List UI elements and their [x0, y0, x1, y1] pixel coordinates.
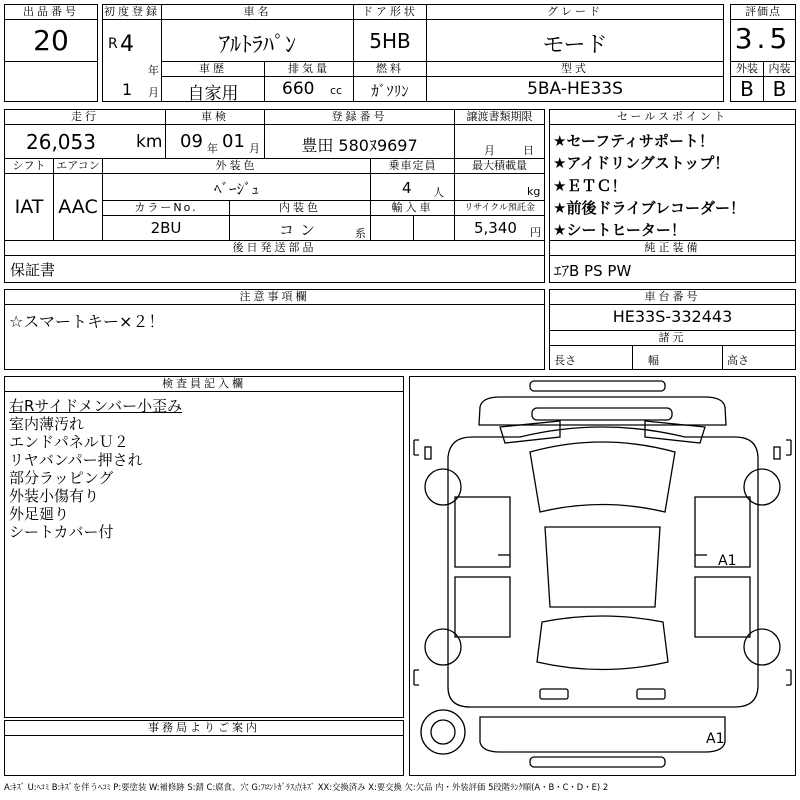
sales-point-item: ★セーフティサポート！: [553, 132, 714, 150]
inspector-item: 右Rサイドメンバー小歪み: [9, 397, 183, 415]
inspector-item: シートカバー付: [9, 523, 114, 541]
inspector-item: 室内薄汚れ: [9, 415, 85, 433]
import-cell-a: [370, 215, 414, 241]
office-cell: [4, 735, 404, 776]
transfer-doc-day-unit: 日: [523, 144, 534, 157]
specs-height-label: 高さ: [727, 354, 749, 367]
displacement-label: 排気量: [264, 61, 354, 77]
registration-value: 豊田 580ﾇ9697: [301, 136, 418, 155]
inspection-year-unit: 年: [207, 142, 218, 155]
model-value: 5BA-HE33S: [527, 79, 623, 99]
interior-grade-label: 内装: [763, 61, 796, 77]
int-color-value: コン: [278, 221, 321, 239]
score-label: 評価点: [730, 4, 796, 20]
first-reg-year-unit: 年: [148, 64, 159, 77]
capacity-unit: 人: [433, 186, 444, 199]
ext-color-value: ﾍﾞｰｼﾞｭ: [213, 180, 259, 198]
history-label: 車歴: [161, 61, 265, 77]
fuel-value: ｶﾞｿﾘﾝ: [371, 82, 409, 100]
lot-blank: [4, 61, 98, 102]
chassis-value: HE33S-332443: [612, 307, 733, 326]
door-label: ドア形状: [353, 4, 427, 20]
inspector-item: リヤバンパー押され: [9, 451, 143, 469]
shift-value: IAT: [14, 196, 44, 218]
registration-label: 登録番号: [264, 109, 455, 125]
office-label: 事務局よりご案内: [4, 720, 404, 736]
inspector-item: エンドパネルＵ２: [9, 433, 129, 451]
first-reg-month-unit: 月: [148, 86, 159, 99]
door-value: 5HB: [369, 29, 411, 53]
shift-label: シフト: [4, 158, 54, 174]
exterior-grade-value: B: [740, 77, 754, 101]
fuel-label: 燃料: [353, 61, 427, 77]
aircon-label: エアコン: [53, 158, 103, 174]
mileage-value: 26,053: [26, 130, 96, 154]
sales-points-label: セールスポイント: [549, 109, 796, 125]
inspection-label: 車検: [165, 109, 265, 125]
model-label: 型式: [426, 61, 724, 77]
int-color-unit: 系: [355, 227, 366, 240]
aircon-value: AAC: [58, 196, 98, 218]
recycle-label: リサイクル預託金: [454, 200, 545, 216]
inspector-label: 検査員記入欄: [4, 376, 404, 392]
history-value: 自家用: [187, 84, 239, 104]
later-parts-value: 保証書: [10, 261, 56, 279]
later-parts-cell: [4, 255, 545, 283]
recycle-unit: 円: [530, 226, 541, 239]
transfer-doc-label: 譲渡書類期限: [454, 109, 545, 125]
inspection-month: 01: [222, 131, 245, 152]
inspector-item: 部分ラッピング: [9, 469, 114, 487]
capacity-value: 4: [402, 179, 412, 197]
car-name-value: ｱﾙﾄﾗﾊﾟﾝ: [218, 33, 296, 58]
import-cell-b: [413, 215, 455, 241]
color-no-label: カラーNo.: [102, 200, 230, 216]
chassis-label: 車台番号: [549, 289, 796, 305]
sales-point-item: ★シートヒーター！: [553, 221, 686, 239]
equipment-value: ｴｱB PS PW: [554, 262, 632, 280]
damage-mark: A1: [718, 553, 737, 569]
later-parts-label: 後日発送部品: [4, 240, 545, 256]
damage-mark: A1: [706, 731, 725, 747]
import-label: 輸入車: [370, 200, 455, 216]
inspection-year: 09: [180, 131, 203, 152]
inspection-month-unit: 月: [249, 142, 260, 155]
specs-width-cell: [632, 345, 723, 370]
specs-width-label: 幅: [648, 354, 659, 367]
legend: A:ｷｽﾞ U:ﾍｺﾐ B:ｷｽﾞを伴うﾍｺﾐ P:要塗装 W:補修跡 S:錆 C:腐食、穴 G:ﾌﾛﾝﾄｶﾞﾗｽ点ｷｽﾞ XX:交換済み X:要交換 欠:欠品 内・外装評価 5段階ﾗﾝｸ順(A・B・C・D・E) 2: [4, 782, 609, 792]
notes-value: ☆スマートキー×２！: [9, 312, 165, 331]
lot-label: 出品番号: [4, 4, 98, 20]
first-reg-label: 初度登録: [104, 5, 160, 18]
sales-point-item: ★前後ドライブレコーダー！: [553, 199, 745, 217]
sales-point-item: ★アイドリングストップ！: [553, 154, 730, 172]
color-no-value: 2BU: [150, 219, 182, 237]
first-reg-year: 4: [120, 32, 134, 57]
inspector-item: 外足廻り: [9, 505, 70, 523]
exterior-grade-label: 外装: [730, 61, 764, 77]
sales-point-item: ★ＥＴＣ！: [553, 177, 627, 195]
max-load-unit: kg: [527, 185, 541, 198]
inspector-item: 外装小傷有り: [9, 487, 100, 505]
specs-length-label: 長さ: [554, 354, 576, 367]
notes-label: 注意事項欄: [4, 289, 545, 305]
equipment-label: 純正装備: [549, 240, 796, 256]
specs-label: 諸元: [549, 330, 796, 346]
car-diagram: [409, 376, 796, 776]
displacement-value: 660: [282, 79, 315, 99]
first-reg-era: R: [108, 36, 118, 52]
transfer-doc-month-unit: 月: [484, 144, 495, 157]
displacement-unit: cc: [330, 84, 343, 97]
mileage-unit: km: [136, 132, 163, 152]
score-value: 3.5: [734, 22, 792, 55]
capacity-label: 乗車定員: [370, 158, 455, 174]
car-name-label: 車名: [161, 4, 354, 20]
recycle-value: 5,340: [474, 219, 517, 237]
ext-color-label: 外装色: [102, 158, 371, 174]
int-color-label: 内装色: [229, 200, 371, 216]
grade-label: グレード: [426, 4, 724, 20]
mileage-label: 走行: [4, 109, 166, 125]
lot-number: 20: [33, 24, 69, 57]
interior-grade-value: B: [772, 77, 787, 101]
max-load-label: 最大積載量: [454, 158, 545, 174]
grade-value: モード: [542, 33, 608, 58]
first-reg-month: 1: [122, 80, 133, 99]
